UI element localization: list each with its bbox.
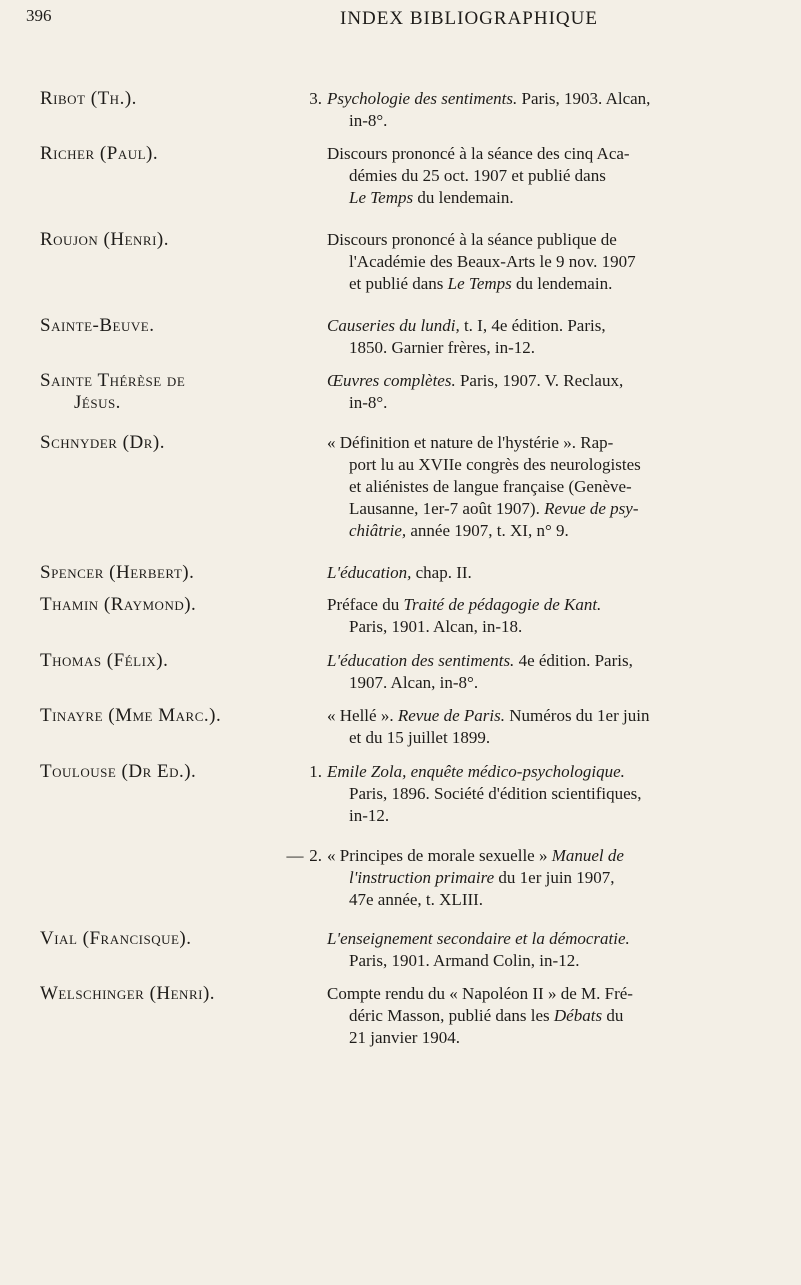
entry-work <box>327 761 767 827</box>
work-line <box>327 727 767 749</box>
entry-work <box>327 88 767 132</box>
text-segment: chap. II. <box>411 563 472 582</box>
work-line <box>327 143 767 165</box>
work-line <box>327 650 767 672</box>
work-line <box>327 251 767 273</box>
entry-work <box>327 432 767 542</box>
text-segment: Paris, 1896. Société d'édition scientifiques, <box>349 784 642 803</box>
entry-work <box>327 315 767 359</box>
entry-work <box>327 983 767 1049</box>
text-segment: in-8°. <box>349 393 388 412</box>
text-segment: du lendemain. <box>511 274 613 293</box>
entry-number: 2. <box>309 846 322 865</box>
entry-author: Roujon (Henri). <box>40 229 169 250</box>
text-segment: Compte rendu du « Napoléon II » de M. Fré- <box>327 984 633 1003</box>
italic-title: Traité de pédagogie de Kant. <box>403 595 602 614</box>
work-line <box>327 432 767 454</box>
text-segment: « Définition et nature de l'hystérie ». Rap- <box>327 433 614 452</box>
text-segment: « Principes de morale sexuelle » <box>327 846 552 865</box>
text-segment: du lendemain. <box>413 188 514 207</box>
entry-author: Richer (Paul). <box>40 143 159 164</box>
entry-number: 3. <box>309 89 322 108</box>
italic-title: Revue de psy- <box>544 499 639 518</box>
running-title: INDEX BIBLIOGRAPHIQUE <box>340 8 598 29</box>
work-line <box>327 498 767 520</box>
text-segment: et du 15 juillet 1899. <box>349 728 491 747</box>
ditto-dash: — <box>286 846 304 865</box>
text-segment: l'Académie des Beaux-Arts le 9 nov. 1907 <box>349 252 636 271</box>
work-line <box>327 705 767 727</box>
text-segment: Paris, 1901. Alcan, in-18. <box>349 617 523 636</box>
italic-title: l'instruction primaire <box>349 868 495 887</box>
entry-author: Toulouse (Dr Ed.). <box>40 761 197 782</box>
work-line <box>327 983 767 1005</box>
italic-title: L'enseignement secondaire et la démocratie. <box>327 929 630 948</box>
text-segment: démies du 25 oct. 1907 et publié dans <box>349 166 606 185</box>
entry-work <box>327 143 767 209</box>
entry-author: Welschinger (Henri). <box>40 983 216 1004</box>
work-line <box>327 805 767 827</box>
work-line <box>327 672 767 694</box>
work-line <box>327 783 767 805</box>
text-segment: Lausanne, 1er-7 août 1907). <box>349 499 545 518</box>
work-line <box>327 187 767 209</box>
text-segment: port lu au XVIIe congrès des neurologistes <box>349 455 641 474</box>
work-line <box>327 370 767 392</box>
text-segment: du <box>602 1006 624 1025</box>
entry-work <box>327 845 767 911</box>
work-line <box>327 867 767 889</box>
work-line <box>327 88 767 110</box>
work-line <box>327 1027 767 1049</box>
text-segment: et publié dans <box>349 274 448 293</box>
italic-title: Revue de Paris. <box>397 706 505 725</box>
work-line <box>327 1005 767 1027</box>
entry-work <box>327 229 767 295</box>
text-segment: Numéros du 1er juin <box>504 706 650 725</box>
text-segment: 1850. Garnier frères, in-12. <box>349 338 535 357</box>
entry-work <box>327 928 767 972</box>
entry-author: Thamin (Raymond). <box>40 594 197 615</box>
text-segment: Paris, 1901. Armand Colin, in-12. <box>349 951 580 970</box>
work-line <box>327 273 767 295</box>
text-segment: Discours prononcé à la séance des cinq Aca- <box>327 144 630 163</box>
text-segment: « Hellé ». <box>327 706 398 725</box>
work-line <box>327 562 767 584</box>
work-line <box>327 845 767 867</box>
entry-work <box>327 562 767 584</box>
text-segment: in-12. <box>349 806 390 825</box>
text-segment: in-8°. <box>349 111 388 130</box>
work-line <box>327 594 767 616</box>
text-segment: 47e année, t. XLIII. <box>349 890 484 909</box>
entry-author-line: Sainte Thérèse de <box>40 370 186 391</box>
entry-work <box>327 594 767 638</box>
work-line <box>327 229 767 251</box>
entry-author-line: Jésus. <box>74 392 121 413</box>
italic-title: L'éducation des sentiments. <box>327 651 515 670</box>
page-number: 396 <box>26 6 52 25</box>
work-line <box>327 616 767 638</box>
work-line <box>327 392 767 414</box>
entry-author: Ribot (Th.). <box>40 88 137 109</box>
work-line <box>327 761 767 783</box>
italic-title: Le Temps <box>349 188 414 207</box>
entry-author: Thomas (Félix). <box>40 650 169 671</box>
italic-title: Débats <box>553 1006 603 1025</box>
entry-work <box>327 370 767 414</box>
work-line <box>327 110 767 132</box>
work-line <box>327 476 767 498</box>
entry-author: Vial (Francisque). <box>40 928 192 949</box>
entry-author: Spencer (Herbert). <box>40 562 195 583</box>
entry-author: Schnyder (Dr). <box>40 432 165 453</box>
text-segment: du 1er juin 1907, <box>494 868 615 887</box>
italic-title: L'éducation, <box>327 563 412 582</box>
entry-number: 1. <box>309 762 322 781</box>
text-segment: t. I, 4e édition. Paris, <box>459 316 606 335</box>
text-segment: Discours prononcé à la séance publique de <box>327 230 617 249</box>
entry-author <box>40 370 330 414</box>
italic-title: Œuvres complètes. <box>327 371 456 390</box>
work-line <box>327 315 767 337</box>
entry-author: Tinayre (Mme Marc.). <box>40 705 222 726</box>
work-line <box>327 950 767 972</box>
text-segment: année 1907, t. XI, n° 9. <box>406 521 569 540</box>
text-segment: Paris, 1903. Alcan, <box>517 89 651 108</box>
italic-title: Le Temps <box>447 274 512 293</box>
text-segment: 21 janvier 1904. <box>349 1028 460 1047</box>
text-segment: 4e édition. Paris, <box>514 651 633 670</box>
entry-author: Sainte-Beuve. <box>40 315 155 336</box>
work-line <box>327 520 767 542</box>
italic-title: Causeries du lundi, <box>327 316 460 335</box>
entry-work <box>327 650 767 694</box>
text-segment: déric Masson, publié dans les <box>349 1006 554 1025</box>
text-segment: et aliénistes de langue française (Genève- <box>349 477 632 496</box>
text-segment: 1907. Alcan, in-8°. <box>349 673 479 692</box>
italic-title: Manuel de <box>551 846 624 865</box>
entry-work <box>327 705 767 749</box>
work-line <box>327 928 767 950</box>
italic-title: Emile Zola, enquête médico-psychologique. <box>327 762 625 781</box>
work-line <box>327 454 767 476</box>
italic-title: chiâtrie, <box>349 521 407 540</box>
work-line <box>327 165 767 187</box>
text-segment: Préface du <box>327 595 404 614</box>
italic-title: Psychologie des sentiments. <box>327 89 518 108</box>
text-segment: Paris, 1907. V. Reclaux, <box>455 371 624 390</box>
work-line <box>327 889 767 911</box>
work-line <box>327 337 767 359</box>
